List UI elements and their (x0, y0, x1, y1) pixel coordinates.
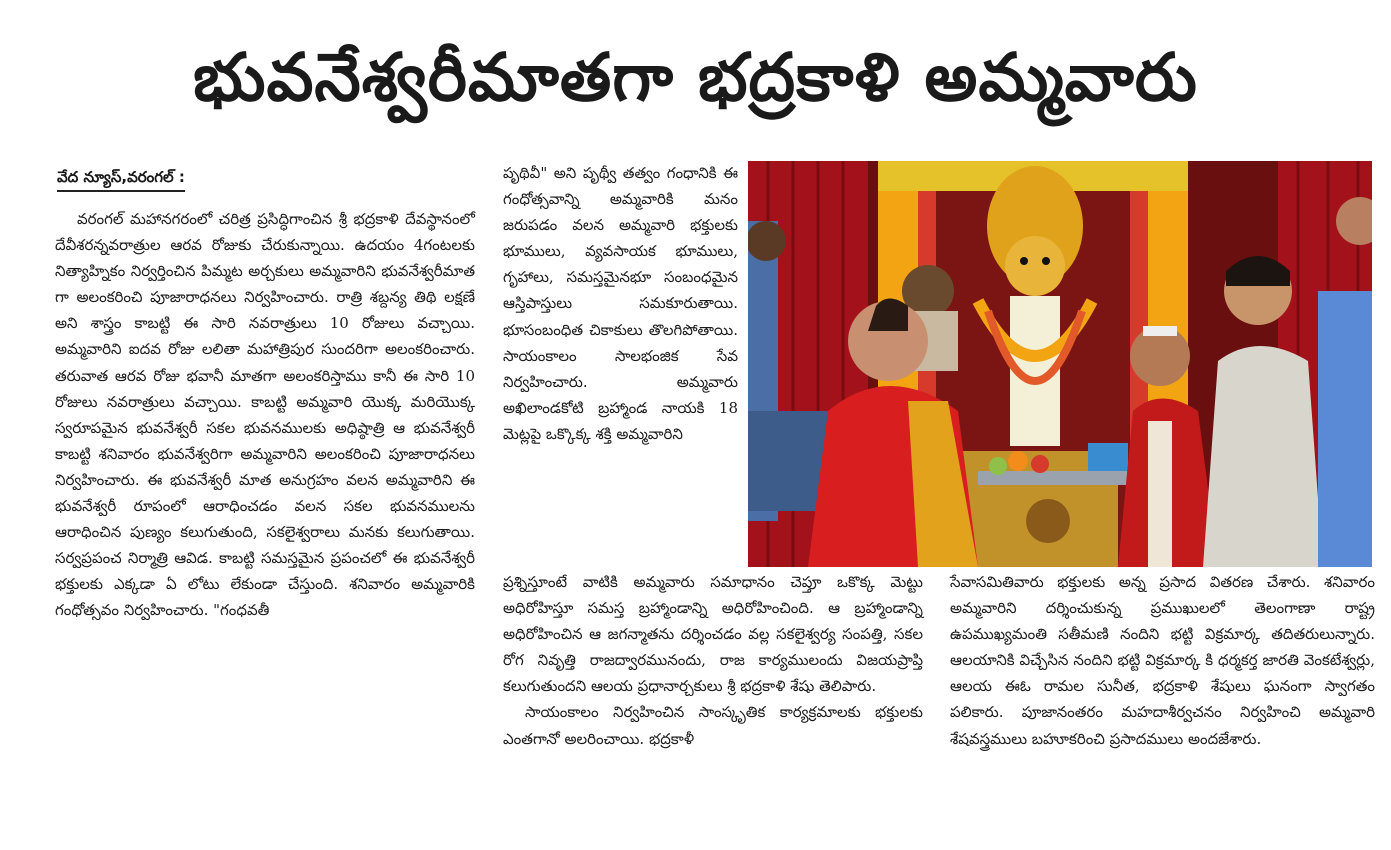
article-column-2-top (503, 160, 738, 447)
article-column-1 (55, 206, 475, 624)
paragraph: సాయంకాలం నిర్వహించిన సాంస్కృతిక కార్యక్రమాలకు భక్తులకు ఎంతగానో అలరించాయి. భద్రకాళీ (503, 703, 923, 748)
paragraph: వరంగల్ మహానగరంలో చరిత్ర ప్రసిద్ధిగాంచిన శ్రీ భద్రకాళి దేవస్థానంలో దేవీశరన్నవరాత్రుల ఆరవ రోజుకు చేరుకున్నాయి. ఉదయం 4గంటలకు నిత్యాహ్నికం నిర్వర్తించిన పిమ్మట అర్చకులు అమ్మవారిని భువనేశ్వరీమాత గా అలంకరించి పూజారాధనలు నిర్వహించారు. రాత్రి శబ్దన్య తిథి లక్షణే అని శాస్త్రం కాబట్టి ఈ సారి నవరాత్రులు 10 రోజులు వచ్చాయి. అమ్మవారిని ఐదవ రోజు లలితా మహాత్రిపుర సుందరిగా అలంకరించారు. తరువాత ఆరవ రోజు భవానీ మాతగా అలంకరిస్తాము కానీ ఈ సారి 10 రోజులు నవరాత్రులు వచ్చాయి. కాబట్టి అమ్మవారి యొక్క మరియొక్క స్వరూపమైన భువనేశ్వరీ సకల భువనములకు అధిష్ఠాత్రి ఆ భువనేశ్వరీ కాబట్టి శనివారం భువనేశ్వరిగా అమ్మవారిని అలంకరించి పూజారాధనలు నిర్వహించారు. ఈ భువనేశ్వరీ మాత అనుగ్రహం వలన అమ్మవారిని ఈ భువనేశ్వరీ రూపంలో ఆరాధించడం వలన సకల భువనములను ఆరాధించిన పుణ్యం కలుగుతుంది, సకలైశ్వరాలు మనకు కలుగుతాయి. సర్వప్రపంచ నిర్మాత్రి ఆవిడ. కాబట్టి సమస్తమైన ప్రపంచలో ఈ భువనేశ్వరీ భక్తులకు ఎక్కడా ఏ లోటు లేకుండా చేస్తుంది. శనివారం అమ్మవారికి గంధోత్సవం నిర్వహించారు. "గంధవతీ (55, 210, 475, 620)
news-photo (748, 161, 1372, 567)
article-column-3 (950, 569, 1375, 752)
article-column-2-bottom (503, 569, 923, 752)
byline: వేద న్యూస్,వరంగల్ : (57, 165, 185, 192)
headline: భువనేశ్వరీమాతగా భద్రకాళి అమ్మవారు (193, 39, 1198, 116)
paragraph: ప్రశ్నిస్తూంటే వాటికి అమ్మవారు సమాధానం చెప్తూ ఒకొక్క మెట్టు అధిరోహిస్తూ సమస్త బ్రహ్మాండాన్ని అధిరోహించింది. ఆ బ్రహ్మాండాన్ని అధిరోహించిన ఆ జగన్మాతను దర్శించడం వల్ల సకలైశ్వర్య సంపత్తి, సకల రోగ నివృత్తి రాజద్వారమునందు, రాజ కార్యములందు విజయప్రాప్తి కలుగుతుందని ఆలయ ప్రధానార్చకులు శ్రీ భద్రకాళి శేషు తెలిపారు. (503, 573, 923, 696)
paragraph: పృథివీ" అని పృథ్వీ తత్వం గంధానికి ఈ గంధోత్సవాన్ని అమ్మవారికి మనం జరుపడం వలన అమ్మవారి భక్తులకు భూములు, వ్యవసాయక భూములు, గృహాలు, సమస్తమైనభూ సంబంధమైన ఆస్తిపాస్తులు సమకూరుతాయి. భూసంబంధిత చికాకులు తొలగిపోతాయి. సాయంకాలం సాలభంజిక సేవ నిర్వహించారు. అమ్మవారు అఖిలాండకోటి బ్రహ్మాండ నాయకి 18 మెట్లపై ఒక్కొక్క శక్తి అమ్మవారిని (503, 164, 738, 443)
paragraph: సేవాసమితివారు భక్తులకు అన్న ప్రసాద వితరణ చేశారు. శనివారం అమ్మవారిని దర్శించుకున్న ప్రముఖులలో తెలంగాణా రాష్ట్ర ఉపముఖ్యమంతి సతీమణి నందిని భట్టి విక్రమార్క తదితరులున్నారు. ఆలయానికి విచ్చేసిన నందిని భట్టి విక్రమార్క కి ధర్మకర్త జారతి వెంకటేశ్వర్లు, ఆలయ ఈఓ రామల సునీత, భద్రకాళి శేషులు ఘనంగా స్వాగతం పలికారు. పూజానంతరం మహదాశీర్వచనం నిర్వహించి అమ్మవారి శేషవస్త్రములు బహూకరించి ప్రసాదములు అందజేశారు. (950, 573, 1375, 748)
